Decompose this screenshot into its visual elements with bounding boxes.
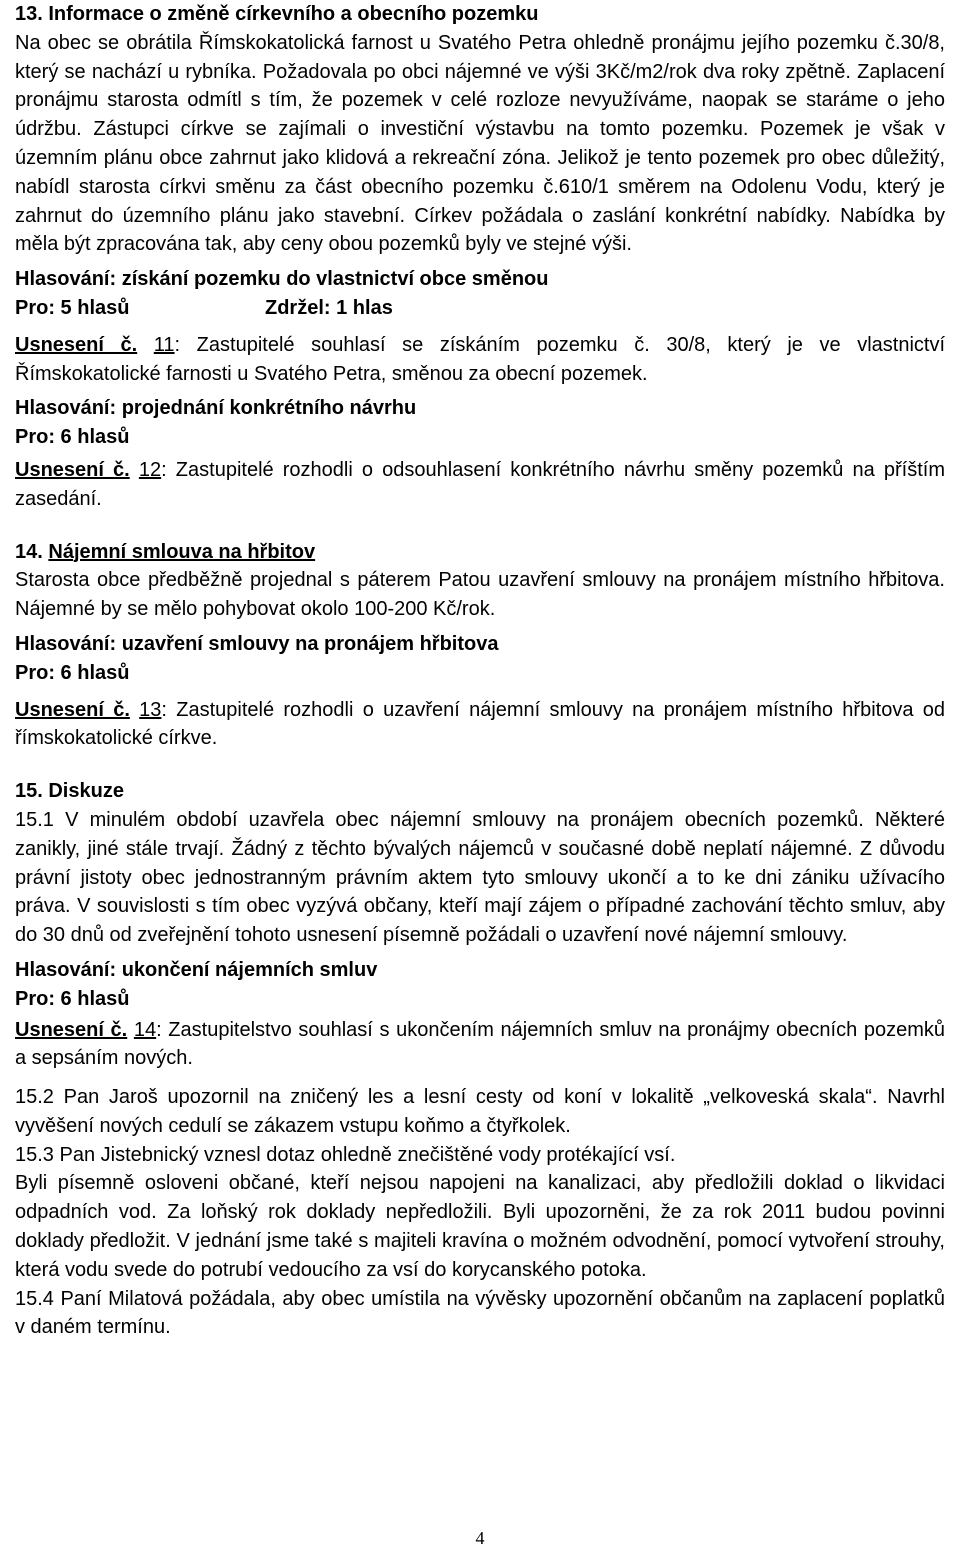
section-15-3-detail: Byli písemně osloveni občané, kteří nejsou napojeni na kanalizaci, aby předložili doklad o likvidaci odpadních vod. Za loňský rok doklady nepředložili. Byli upozorněni, že za rok 2011 budou povinni doklady předložit. V jednání jsme také s majiteli kravína o možném odvodnění, pomocí vytvoření strouhy, která vodu svede do potrubí vedoucího za vsí do korycanského potoka. <box>15 1172 945 1281</box>
document-page <box>15 0 945 1342</box>
resolution-13 <box>15 696 945 754</box>
vote-4-title: Hlasování: ukončení nájemních smluv <box>15 958 378 981</box>
section-14-name: Nájemní smlouva na hřbitov <box>48 540 316 563</box>
section-14-body: Starosta obce předběžně projednal s páterem Patou uzavření smlouvy na pronájem místního hřbitova. Nájemné by se mělo pohybovat okolo 100-200 Kč/rok. <box>15 569 945 621</box>
vote-2-pro: Pro: 6 hlasů <box>15 426 130 449</box>
section-15-title: 15. Diskuze <box>15 780 124 803</box>
resolution-text: : Zastupitelé rozhodli o uzavření nájemní smlouvy na pronájem místního hřbitova od římskokatolické církve. <box>15 698 945 750</box>
section-15-3: 15.3 Pan Jistebnický vznesl dotaz ohledně znečištěné vody protékající vsí. <box>15 1143 676 1166</box>
resolution-label: Usnesení č. <box>15 333 138 356</box>
resolution-text: : Zastupitelstvo souhlasí s ukončením nájemních smluv na pronájmy obecních pozemků a sepsáním nových. <box>15 1018 945 1070</box>
resolution-number: 14 <box>133 1018 157 1041</box>
vote-2-title: Hlasování: projednání konkrétního návrhu <box>15 397 417 420</box>
page-number: 4 <box>475 1528 485 1548</box>
resolution-number: 12 <box>138 458 162 481</box>
section-14-title <box>15 538 945 567</box>
resolution-number: 11 <box>153 333 175 356</box>
vote-3-title: Hlasování: uzavření smlouvy na pronájem hřbitova <box>15 632 499 655</box>
section-15-1: 15.1 V minulém období uzavřela obec nájemní smlouvy na pronájem obecních pozemků. Některé zanikly, jiné stále trvají. Žádný z těchto bývalých nájemců v současné době neplatí nájemné. Z důvodu právní jistoty obec jednostranným právním aktem tyto smlouvy ukončí a to ke dni zániku užívacího práva. V souvislosti s tím obec vyzývá občany, kteří mají zájem o případné zachování těchto smluv, aby do 30 dnů od zveřejnění tohoto usnesení písemně požádali o uzavření nové nájemní smlouvy. <box>15 808 945 947</box>
vote-4-pro: Pro: 6 hlasů <box>15 987 130 1010</box>
resolution-11 <box>15 331 945 389</box>
resolution-label: Usnesení č. <box>15 698 130 721</box>
vote-1-pro: Pro: 5 hlasů <box>15 296 130 319</box>
vote-3-pro: Pro: 6 hlasů <box>15 661 130 684</box>
section-13-body: Na obec se obrátila Římskokatolická farnost u Svatého Petra ohledně pronájmu jejího pozemku č.30/8, který se nachází u rybníka. Požadovala po obci nájemné ve výši 3Kč/m2/rok dva roky zpětně. Zaplacení pronájmu starosta odmítl s tím, že pozemek v celé rozloze nevyužíváme, naopak se staráme o jeho údržbu. Zástupci církve se zajímali o investiční výstavbu na tomto pozemku. Pozemek je však v územním plánu obce zahrnut jako klidová a rekreační zóna. Jelikož je tento pozemek pro obec důležitý, nabídl starosta církvi směnu za část obecního pozemku č.610/1 směrem na Odolenu Vodu, který je zahrnut do územního plánu jako stavební. Církev požádala o zaslání konkrétní nabídky. Nabídka by měla být zpracována tak, aby ceny obou pozemků byly ve stejné výši. <box>15 31 945 256</box>
resolution-label: Usnesení č. <box>15 458 130 481</box>
section-13-title: 13. Informace o změně církevního a obecního pozemku <box>15 3 539 25</box>
section-14-number: 14. <box>15 540 43 563</box>
resolution-12 <box>15 456 945 514</box>
vote-1-result <box>15 294 945 323</box>
section-15-2: 15.2 Pan Jaroš upozornil na zničený les a lesní cesty od koní v lokalitě „velkoveská skala“. Navrhl vyvěšení nových cedulí se zákazem vstupu koňmo a čtyřkolek. <box>15 1086 945 1137</box>
resolution-14 <box>15 1016 945 1074</box>
vote-1-abstain: Zdržel: 1 hlas <box>265 296 393 319</box>
section-15-4: 15.4 Paní Milatová požádala, aby obec umístila na vývěsky upozornění občanům na zaplacení poplatků v daném termínu. <box>15 1287 945 1339</box>
vote-1-title: Hlasování: získání pozemku do vlastnictví obce směnou <box>15 268 549 291</box>
resolution-label: Usnesení č. <box>15 1018 128 1041</box>
resolution-text: : Zastupitelé rozhodli o odsouhlasení konkrétního návrhu směny pozemků na příštím zasedání. <box>15 458 945 510</box>
resolution-text: : Zastupitelé souhlasí se získáním pozemku č. 30/8, který je ve vlastnictví Římskokatolické farnosti u Svatého Petra, směnou za obecní pozemek. <box>15 333 945 385</box>
resolution-number: 13 <box>139 698 162 721</box>
